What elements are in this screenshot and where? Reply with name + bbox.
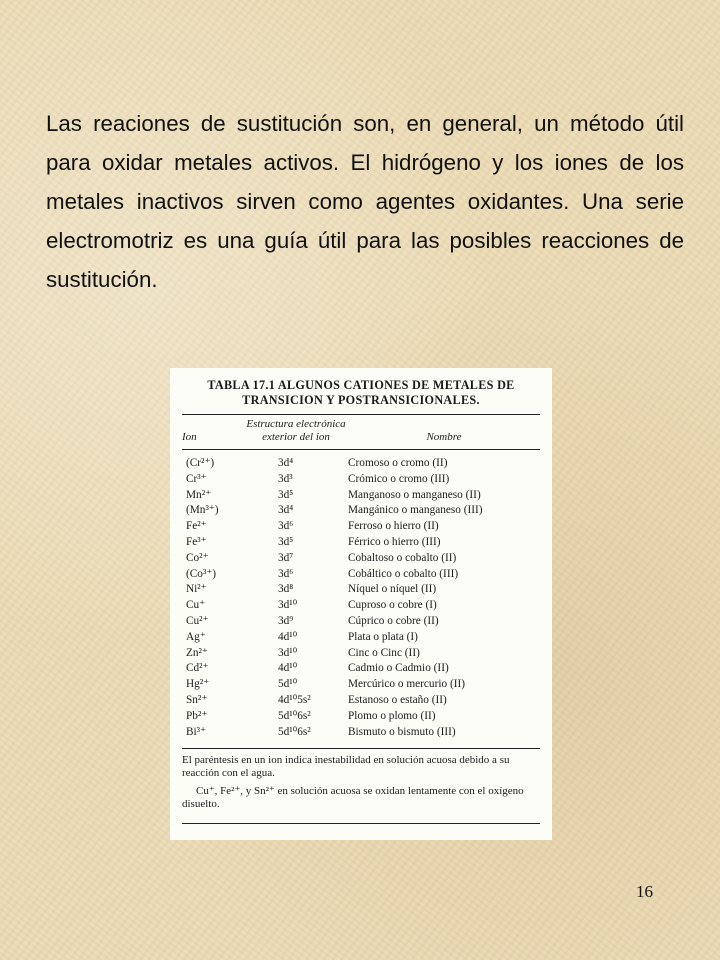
table-row	[182, 725, 540, 741]
table-note-1: El paréntesis en un ion indica inestabilidad en solución acuosa debido a su reacción con el agua.	[182, 754, 510, 780]
table-row	[182, 472, 540, 488]
name-cell: Cobáltico o cobalto (III)	[348, 567, 459, 580]
config-cell: 3d⁵	[278, 535, 294, 548]
config-cell: 3d⁹	[278, 614, 294, 627]
name-cell: Férrico o hierro (III)	[348, 535, 441, 548]
table-row	[182, 456, 540, 472]
body-paragraph: Las reaciones de sustitución son, en general, un método útil para oxidar metales activos. El hidrógeno y los iones de los metales inactivos sirven como agentes oxidantes. Una serie electromotriz es una guía útil para las posibles reacciones de sustitución.	[46, 111, 684, 292]
ion-cell: (Co³⁺)	[186, 567, 217, 580]
ion-cell: Zn²⁺	[186, 646, 208, 659]
config-cell: 5d¹⁰	[278, 678, 298, 691]
table-row	[182, 693, 540, 709]
ion-cell: Cr³⁺	[186, 472, 207, 485]
header-structure	[244, 418, 348, 444]
config-cell: 5d¹⁰6s²	[278, 709, 311, 722]
config-cell: 3d⁴	[278, 504, 294, 517]
name-cell: Níquel o níquel (II)	[348, 583, 437, 596]
ion-cell: Mn²⁺	[186, 488, 212, 501]
table-body	[182, 456, 540, 740]
table-title-line2: TRANSICION Y POSTRANSICIONALES.	[242, 393, 480, 407]
name-cell: Ferroso o hierro (II)	[348, 520, 439, 533]
table-row	[182, 551, 540, 567]
ion-cell: Cu²⁺	[186, 614, 209, 627]
ion-cell: Cu⁺	[186, 599, 206, 612]
table-rule-header	[182, 449, 540, 450]
config-cell: 3d⁶	[278, 567, 294, 580]
config-cell: 3d⁴	[278, 457, 294, 469]
ion-cell: Ag⁺	[186, 630, 206, 643]
ion-cell: (Mn³⁺)	[186, 504, 219, 517]
table-title-line1: TABLA 17.1 ALGUNOS CATIONES DE METALES DE	[207, 378, 515, 392]
ion-cell: Sn²⁺	[186, 693, 208, 706]
config-cell: 3d⁵	[278, 488, 294, 501]
table-row	[182, 709, 540, 725]
header-structure-line2: exterior del ion	[262, 431, 330, 443]
ion-cell: Bi³⁺	[186, 725, 207, 738]
config-cell: 3d¹⁰	[278, 646, 298, 659]
name-cell: Bismuto o bismuto (III)	[348, 725, 456, 738]
name-cell: Mangánico o manganeso (III)	[348, 504, 483, 517]
config-cell: 3d⁸	[278, 583, 294, 596]
ion-cell: (Cr²⁺)	[186, 457, 215, 469]
table-row	[182, 646, 540, 662]
table-row	[182, 614, 540, 630]
header-structure-line1: Estructura electrónica	[246, 418, 346, 430]
table-header	[182, 418, 540, 444]
name-cell: Plomo o plomo (II)	[348, 709, 436, 722]
name-cell: Estanoso o estaño (II)	[348, 693, 447, 706]
ion-cell: Cd²⁺	[186, 662, 209, 675]
name-cell: Crómico o cromo (III)	[348, 472, 450, 485]
table-row	[182, 488, 540, 504]
ion-cell: Co²⁺	[186, 551, 209, 564]
table-row	[182, 598, 540, 614]
page-number: 16	[636, 882, 653, 901]
ion-cell: Hg²⁺	[186, 678, 210, 691]
table-rule-bottom	[182, 748, 540, 749]
table-row	[182, 677, 540, 693]
name-cell: Cuproso o cobre (I)	[348, 599, 437, 612]
config-cell: 5d¹⁰6s²	[278, 725, 311, 738]
ion-cell: Fe²⁺	[186, 520, 207, 533]
name-cell: Cadmio o Cadmio (II)	[348, 662, 449, 675]
table-row	[182, 582, 540, 598]
table-note-2: Cu⁺, Fe²⁺, y Sn²⁺ en solución acuosa se oxidan lentamente con el oxígeno disuelto.	[182, 785, 524, 811]
table-row	[182, 519, 540, 535]
name-cell: Cobaltoso o cobalto (II)	[348, 551, 457, 564]
ion-cell: Ni²⁺	[186, 583, 207, 596]
config-cell: 3d³	[278, 472, 293, 485]
name-cell: Mercúrico o mercurio (II)	[348, 678, 465, 691]
name-cell: Plata o plata (I)	[348, 630, 418, 643]
header-ion: Ion	[182, 431, 197, 443]
header-name: Nombre	[426, 431, 462, 443]
table-row	[182, 535, 540, 551]
ion-cell: Fe³⁺	[186, 535, 207, 548]
config-cell: 4d¹⁰5s²	[278, 693, 311, 706]
table-row	[182, 630, 540, 646]
table-rule-top	[182, 414, 540, 415]
config-cell: 3d⁶	[278, 520, 294, 533]
config-cell: 3d¹⁰	[278, 599, 298, 612]
table-image	[170, 368, 552, 840]
ion-cell: Pb²⁺	[186, 709, 208, 722]
table-row	[182, 661, 540, 677]
config-cell: 4d¹⁰	[278, 630, 298, 643]
name-cell: Manganoso o manganeso (II)	[348, 488, 481, 501]
name-cell: Cúprico o cobre (II)	[348, 614, 439, 627]
config-cell: 3d⁷	[278, 551, 294, 564]
table-row	[182, 567, 540, 583]
config-cell: 4d¹⁰	[278, 662, 298, 675]
name-cell: Cromoso o cromo (II)	[348, 457, 448, 469]
table-row	[182, 503, 540, 519]
name-cell: Cinc o Cinc (II)	[348, 646, 420, 659]
table-rule-end	[182, 823, 540, 824]
